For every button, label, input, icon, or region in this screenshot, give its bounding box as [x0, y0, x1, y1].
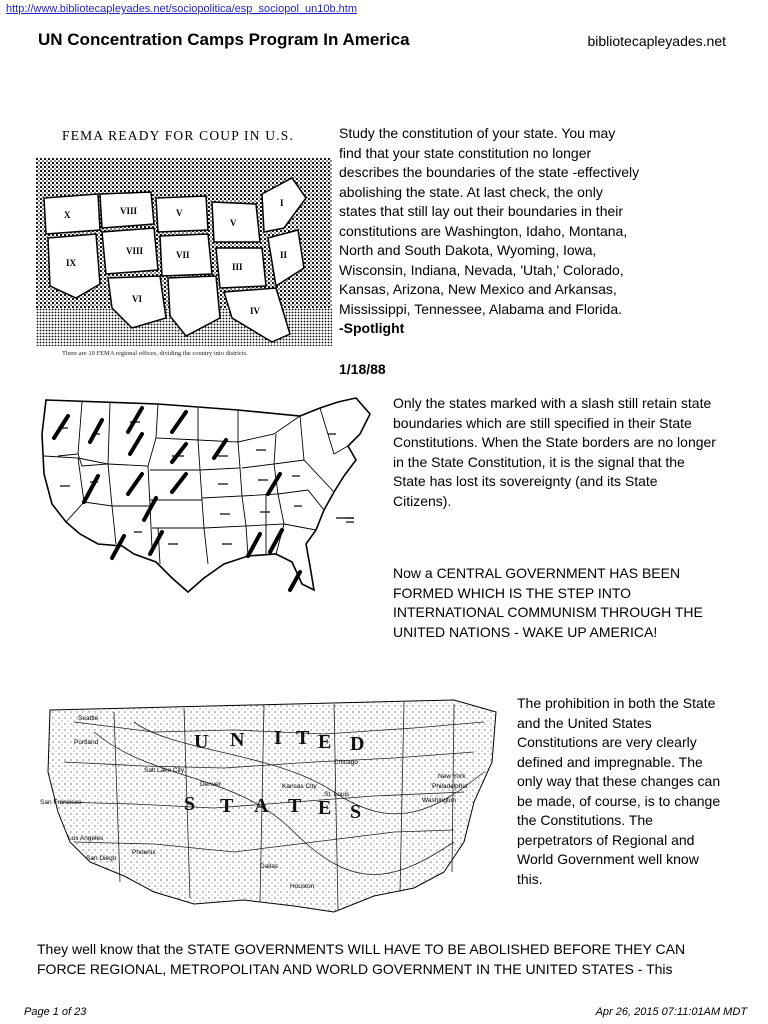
map-letter: N: [230, 729, 245, 751]
text-line: They well know that the STATE GOVERNMENTS WILL HAVE TO BE ABOLISHED BEFORE THEY CAN: [37, 941, 686, 957]
text-line: constitutions are Washington, Idaho, Montana,: [339, 222, 628, 239]
text-line: this.: [517, 870, 543, 887]
svg-text:IV: IV: [250, 306, 261, 316]
text-line: Constitutions. When the State borders are no longer: [393, 434, 716, 450]
map-letter: D: [350, 733, 365, 755]
text-line: Only the states marked with a slash still retain state: [393, 395, 712, 411]
map-letter: T: [296, 727, 310, 749]
text-line: describes the boundaries of the state -effectively: [339, 164, 640, 180]
text-line: only way that these changes can: [517, 773, 721, 789]
svg-text:I: I: [280, 198, 284, 208]
text-line: FORMED WHICH IS THE STEP INTO: [393, 584, 632, 601]
us-states-slash-map-image: [38, 394, 384, 596]
text-line: The prohibition in both the State: [517, 695, 716, 711]
text-line: World Government well know: [517, 851, 699, 867]
text-line: boundaries which are still specified in their State: [393, 414, 692, 431]
map-letter: E: [318, 731, 332, 753]
map-place-label: Portland: [74, 739, 99, 746]
map-letter: S: [184, 793, 196, 815]
text-line: Now a CENTRAL GOVERNMENT HAS BEEN: [393, 565, 681, 581]
print-timestamp: Apr 26, 2015 07:11:01AM MDT: [595, 1006, 747, 1018]
map-place-label: Seattle: [78, 715, 99, 722]
page-number: Page 1 of 23: [24, 1006, 87, 1018]
text-line: Citizens).: [393, 492, 452, 509]
map-letter: S: [350, 801, 362, 823]
svg-text:V: V: [176, 208, 183, 218]
svg-text:VII: VII: [176, 250, 190, 260]
svg-text:V: V: [230, 218, 237, 228]
para-central-government: [393, 564, 703, 642]
text-line: perpetrators of Regional and: [517, 831, 695, 848]
map-place-label: Washington: [422, 797, 457, 804]
para-state-constitution: [339, 124, 639, 339]
text-line: in the State Constitution, it is the signal that the: [393, 453, 685, 470]
text-line: Study the constitution of your state. You may: [339, 125, 616, 141]
map-place-label: Chicago: [334, 759, 358, 766]
text-line: the Constitutions. The: [517, 812, 653, 828]
map-letter: T: [288, 795, 302, 817]
page-title: UN Concentration Camps Program In America: [38, 30, 410, 49]
para-prohibition: [517, 694, 720, 889]
map-letter: A: [254, 795, 269, 817]
text-line: Kansas, Arizona, New Mexico and Arkansas,: [339, 281, 617, 297]
map-place-label: St. Louis: [324, 791, 350, 798]
map-place-label: New York: [438, 773, 466, 780]
figure1-caption: There are 10 FEMA regional offices, dividing the country into districts.: [62, 350, 248, 357]
text-line: FORCE REGIONAL, METROPOLITAN AND WORLD GOVERNMENT IN THE UNITED STATES - This: [37, 960, 673, 977]
map-place-label: Houston: [290, 883, 315, 890]
svg-text:II: II: [280, 250, 288, 260]
map-letter: I: [274, 727, 282, 749]
para-slash-states: [393, 394, 716, 511]
text-line: State has lost its sovereignty (and its State: [393, 473, 658, 489]
map-place-label: Dallas: [260, 863, 279, 870]
figure1-heading: FEMA READY FOR COUP IN U.S.: [62, 128, 295, 143]
map-place-label: Philadelphia: [432, 783, 468, 790]
svg-text:III: III: [232, 262, 243, 272]
map-place-label: Los Angeles: [68, 835, 104, 842]
united-states-regions-map-image: [34, 692, 510, 920]
source-credit: -Spotlight: [339, 320, 405, 336]
text-line: Constitutions are very clearly: [517, 734, 697, 750]
source-date: 1/18/88: [339, 361, 386, 377]
map-letter: E: [318, 797, 332, 819]
text-line: states that still lay out their boundaries in their: [339, 203, 624, 219]
map-letter: U: [194, 731, 209, 753]
text-line: find that your state constitution no longer: [339, 144, 592, 161]
text-line: be made, of course, is to change: [517, 792, 721, 809]
text-line: UNITED NATIONS - WAKE UP AMERICA!: [393, 623, 658, 640]
svg-text:X: X: [64, 210, 71, 220]
text-line: abolishing the state. At last check, the only: [339, 183, 603, 200]
svg-text:VIII: VIII: [120, 206, 138, 216]
text-line: Wisconsin, Indiana, Nevada, 'Utah,' Colorado,: [339, 261, 624, 278]
text-line: and the United States: [517, 714, 652, 731]
map-place-label: Salt Lake City: [144, 767, 185, 774]
svg-text:VI: VI: [132, 294, 143, 304]
para-state-governments: [37, 940, 685, 979]
map-place-label: Kansas City: [282, 783, 317, 790]
text-line: INTERNATIONAL COMMUNISM THROUGH THE: [393, 604, 703, 620]
map-place-label: Phoenix: [132, 849, 156, 856]
svg-text:IX: IX: [66, 258, 77, 268]
map-place-label: Denver: [200, 781, 221, 788]
text-line: Mississippi, Tennessee, Alabama and Florida.: [339, 300, 623, 317]
map-letter: T: [220, 795, 234, 817]
fema-regions-map-image: [36, 158, 332, 346]
svg-text:VIII: VIII: [126, 246, 144, 256]
site-name: bibliotecapleyades.net: [587, 33, 726, 49]
map-place-label: San Diego: [86, 855, 117, 862]
page-url-link[interactable]: http://www.bibliotecapleyades.net/sociopolitica/esp_sociopol_un10b.htm: [6, 3, 357, 15]
map-place-label: San Francisco: [40, 799, 82, 806]
text-line: defined and impregnable. The: [517, 753, 703, 770]
text-line: North and South Dakota, Wyoming, Iowa,: [339, 242, 597, 258]
